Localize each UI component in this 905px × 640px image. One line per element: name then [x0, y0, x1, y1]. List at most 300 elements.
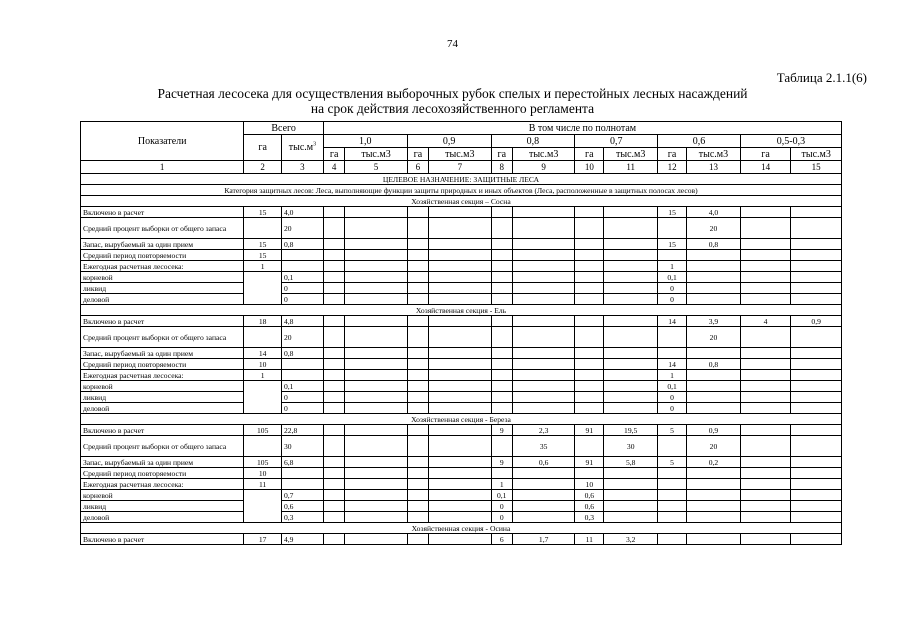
cell: [429, 534, 491, 545]
table-row: [81, 250, 842, 261]
row-label: Запас, вырубаемый за один прием: [81, 457, 244, 468]
cell: [491, 239, 512, 250]
header-total-ga: га: [244, 135, 282, 161]
cell: [491, 261, 512, 272]
cell: [429, 261, 491, 272]
cell: 4,9: [281, 534, 323, 545]
cell: [323, 403, 344, 414]
cell: [323, 250, 344, 261]
cell: [604, 283, 658, 294]
column-number: 1: [81, 161, 244, 174]
cell: 4,8: [281, 316, 323, 327]
cell: [575, 403, 604, 414]
table-row: [81, 272, 842, 283]
cell: [491, 381, 512, 392]
cell: [740, 425, 791, 436]
column-number: 4: [323, 161, 344, 174]
cell: [345, 534, 407, 545]
cell: [791, 403, 842, 414]
cell: [407, 283, 428, 294]
cell: [791, 512, 842, 523]
cell: [575, 468, 604, 479]
row-label: Средний период повторяемости: [81, 468, 244, 479]
cell: [740, 261, 791, 272]
density-0-6: 0,6: [658, 135, 741, 148]
cell: [407, 403, 428, 414]
cell: [604, 501, 658, 512]
cell: 30: [281, 436, 323, 457]
cell: [281, 359, 323, 370]
cell: 0: [658, 392, 687, 403]
cell: [407, 294, 428, 305]
cell: [323, 218, 344, 239]
cell: [791, 425, 842, 436]
cell: [407, 316, 428, 327]
cell: 9: [491, 425, 512, 436]
cell: [345, 359, 407, 370]
cell: 20: [687, 436, 741, 457]
cell: 19,5: [604, 425, 658, 436]
cell: [429, 207, 491, 218]
cell: [345, 370, 407, 381]
column-number: 8: [491, 161, 512, 174]
cell: [244, 327, 282, 348]
subheader-volume: тыс.м3: [604, 148, 658, 161]
cell: 0,8: [687, 359, 741, 370]
table-row: [81, 534, 842, 545]
cell: [407, 534, 428, 545]
cell: [791, 283, 842, 294]
cell: 0: [281, 403, 323, 414]
merged-cell: [244, 381, 282, 414]
cell: [407, 359, 428, 370]
density-0-5-0-3: 0,5-0,3: [740, 135, 841, 148]
cell: [791, 218, 842, 239]
cell: [791, 272, 842, 283]
subheader-volume: тыс.м3: [791, 148, 842, 161]
header-row-1: [81, 122, 842, 135]
cell: [687, 501, 741, 512]
allowable-cut-table: [80, 121, 842, 545]
cell: [512, 403, 574, 414]
cell: [345, 490, 407, 501]
cell: [658, 512, 687, 523]
category-row: [81, 185, 842, 196]
cell: [791, 534, 842, 545]
cell: 0: [281, 294, 323, 305]
column-number: 10: [575, 161, 604, 174]
table-row: [81, 283, 842, 294]
cell: [740, 534, 791, 545]
merged-cell: [244, 490, 282, 523]
cell: [429, 392, 491, 403]
cell: 20: [687, 327, 741, 348]
row-label: деловой: [81, 294, 244, 305]
row-label: Включено в расчет: [81, 316, 244, 327]
table-row: [81, 316, 842, 327]
cell: [687, 294, 741, 305]
cell: [323, 272, 344, 283]
cell: 11: [575, 534, 604, 545]
table-row: [81, 370, 842, 381]
row-label: Средний период повторяемости: [81, 359, 244, 370]
cell: [658, 501, 687, 512]
cell: [244, 218, 282, 239]
cell: [345, 272, 407, 283]
row-label: ликвид: [81, 283, 244, 294]
cell: [740, 457, 791, 468]
cell: [512, 327, 574, 348]
cell: [323, 490, 344, 501]
cell: [791, 457, 842, 468]
cell: [740, 272, 791, 283]
cell: [791, 250, 842, 261]
merged-cell: [244, 272, 282, 305]
cell: [345, 316, 407, 327]
cell: [791, 327, 842, 348]
cell: [429, 239, 491, 250]
cell: [575, 348, 604, 359]
row-label: Средний процент выборки от общего запаса: [81, 436, 244, 457]
table-row: [81, 348, 842, 359]
cell: [323, 348, 344, 359]
cell: [740, 370, 791, 381]
cell: 10: [575, 479, 604, 490]
cell: 0,8: [281, 239, 323, 250]
cell: [512, 218, 574, 239]
cell: [407, 501, 428, 512]
cell: [512, 261, 574, 272]
cell: [658, 250, 687, 261]
cell: 1: [658, 261, 687, 272]
table-row: [81, 392, 842, 403]
cell: [658, 218, 687, 239]
cell: [791, 261, 842, 272]
cell: [575, 381, 604, 392]
cell: 15: [244, 250, 282, 261]
cell: [512, 283, 574, 294]
cell: [512, 381, 574, 392]
cell: [687, 381, 741, 392]
cell: 0: [281, 392, 323, 403]
purpose-row: [81, 174, 842, 185]
cell: [345, 239, 407, 250]
cell: [687, 348, 741, 359]
cell: [604, 392, 658, 403]
cell: [740, 218, 791, 239]
cell: 0,3: [575, 512, 604, 523]
cell: [345, 261, 407, 272]
cell: 14: [244, 348, 282, 359]
cell: [491, 359, 512, 370]
cell: 4: [740, 316, 791, 327]
table-title: [0, 86, 905, 116]
cell: [345, 479, 407, 490]
subheader-volume: тыс.м3: [512, 148, 574, 161]
cell: [491, 370, 512, 381]
cell: [658, 490, 687, 501]
cell: [512, 479, 574, 490]
table-row: [81, 239, 842, 250]
cell: 0: [658, 294, 687, 305]
cell: [658, 348, 687, 359]
cell: 5,8: [604, 457, 658, 468]
cell: [429, 501, 491, 512]
cell: [687, 403, 741, 414]
subheader-ga: га: [323, 148, 344, 161]
cell: [429, 370, 491, 381]
cell: [407, 327, 428, 348]
cell: [407, 457, 428, 468]
cell: 15: [244, 239, 282, 250]
cell: [512, 468, 574, 479]
cell: [429, 457, 491, 468]
cell: [687, 468, 741, 479]
cell: [345, 250, 407, 261]
cell: [491, 327, 512, 348]
cell: [345, 392, 407, 403]
cell: [407, 468, 428, 479]
column-number: 2: [244, 161, 282, 174]
cell: [791, 490, 842, 501]
subheader-volume: тыс.м3: [345, 148, 407, 161]
cell: [575, 370, 604, 381]
cell: [429, 403, 491, 414]
cell: [491, 272, 512, 283]
table-row: [81, 403, 842, 414]
cell: [429, 250, 491, 261]
cell: 0: [658, 403, 687, 414]
subheader-ga: га: [491, 148, 512, 161]
row-label: Включено в расчет: [81, 534, 244, 545]
cell: [740, 327, 791, 348]
cell: [323, 392, 344, 403]
section-header-row: [81, 414, 842, 425]
cell: [281, 479, 323, 490]
section-title: Хозяйственная секция – Сосна: [81, 196, 842, 207]
cell: 15: [658, 207, 687, 218]
cell: [323, 327, 344, 348]
cell: [687, 261, 741, 272]
cell: [345, 218, 407, 239]
cell: 105: [244, 425, 282, 436]
table-row: [81, 512, 842, 523]
header-total-volume: $тыс.м^3$: [281, 135, 323, 161]
row-label: Включено в расчет: [81, 207, 244, 218]
cell: [345, 403, 407, 414]
cell: [687, 283, 741, 294]
cell: [687, 250, 741, 261]
cell: 0: [491, 512, 512, 523]
cell: [345, 501, 407, 512]
cell: [407, 370, 428, 381]
cell: [740, 436, 791, 457]
cell: [604, 261, 658, 272]
cell: [407, 250, 428, 261]
cell: [407, 490, 428, 501]
title-line-2: на срок действия лесохозяйственного регламента: [310, 101, 595, 116]
cell: [604, 403, 658, 414]
column-number: 6: [407, 161, 428, 174]
cell: [791, 436, 842, 457]
column-number: 11: [604, 161, 658, 174]
cell: [687, 392, 741, 403]
density-0-7: 0,7: [575, 135, 658, 148]
cell: 17: [244, 534, 282, 545]
cell: [687, 479, 741, 490]
cell: [512, 207, 574, 218]
cell: [740, 348, 791, 359]
cell: [604, 239, 658, 250]
section-header-row: [81, 305, 842, 316]
cell: [491, 316, 512, 327]
cell: 22,8: [281, 425, 323, 436]
cell: [407, 381, 428, 392]
table-row: [81, 327, 842, 348]
cell: [740, 403, 791, 414]
column-number: 7: [429, 161, 491, 174]
cell: [429, 327, 491, 348]
cell: [575, 392, 604, 403]
cell: [740, 490, 791, 501]
cell: 0,3: [281, 512, 323, 523]
cell: [740, 479, 791, 490]
row-label: корневой: [81, 381, 244, 392]
table-row: [81, 207, 842, 218]
cell: [429, 348, 491, 359]
cell: 14: [658, 359, 687, 370]
cell: [323, 468, 344, 479]
cell: [323, 359, 344, 370]
cell: [512, 239, 574, 250]
cell: [323, 512, 344, 523]
cell: [604, 207, 658, 218]
cell: [791, 468, 842, 479]
cell: [345, 457, 407, 468]
cell: 0,1: [491, 490, 512, 501]
cell: [345, 294, 407, 305]
row-label: ликвид: [81, 501, 244, 512]
cell: [687, 534, 741, 545]
cell: [512, 250, 574, 261]
cell: [491, 392, 512, 403]
cell: [323, 283, 344, 294]
cell: 0,6: [575, 490, 604, 501]
cell: [512, 490, 574, 501]
cell: [491, 218, 512, 239]
cell: 0: [658, 283, 687, 294]
cell: 1: [491, 479, 512, 490]
cell: 20: [281, 327, 323, 348]
cell: [575, 207, 604, 218]
cell: [281, 370, 323, 381]
cell: 5: [658, 425, 687, 436]
section-title: Хозяйственная секция - Ель: [81, 305, 842, 316]
cell: [687, 370, 741, 381]
cell: [491, 294, 512, 305]
cell: [323, 239, 344, 250]
density-1-0: 1,0: [323, 135, 407, 148]
cell: [512, 294, 574, 305]
table-row: [81, 218, 842, 239]
cell: 0,6: [575, 501, 604, 512]
cell: 0,1: [281, 381, 323, 392]
cell: [740, 239, 791, 250]
cell: [512, 512, 574, 523]
cell: 0,6: [512, 457, 574, 468]
cell: [281, 261, 323, 272]
cell: [491, 403, 512, 414]
cell: [740, 381, 791, 392]
cell: [407, 425, 428, 436]
cell: [604, 348, 658, 359]
cell: [323, 534, 344, 545]
cell: [575, 261, 604, 272]
cell: [740, 250, 791, 261]
cell: 6: [491, 534, 512, 545]
cell: [575, 272, 604, 283]
section-title: Хозяйственная секция - Осина: [81, 523, 842, 534]
cell: [345, 425, 407, 436]
cell: 6,8: [281, 457, 323, 468]
cell: [323, 370, 344, 381]
cell: [407, 392, 428, 403]
cell: [429, 294, 491, 305]
cell: [658, 468, 687, 479]
cell: 0: [491, 501, 512, 512]
column-number: 9: [512, 161, 574, 174]
subheader-ga: га: [407, 148, 428, 161]
cell: 14: [658, 316, 687, 327]
cell: 0,9: [687, 425, 741, 436]
cell: [512, 370, 574, 381]
purpose-label: ЦЕЛЕВОЕ НАЗНАЧЕНИЕ: ЗАЩИТНЫЕ ЛЕСА: [81, 174, 842, 185]
row-label: Ежегодная расчетная лесосека:: [81, 370, 244, 381]
cell: [658, 479, 687, 490]
table-row: [81, 501, 842, 512]
cell: [429, 381, 491, 392]
cell: [407, 479, 428, 490]
cell: 3,9: [687, 316, 741, 327]
cell: [407, 261, 428, 272]
cell: [604, 250, 658, 261]
row-label: Ежегодная расчетная лесосека:: [81, 261, 244, 272]
cell: [407, 512, 428, 523]
cell: [604, 512, 658, 523]
cell: [429, 272, 491, 283]
cell: 2,3: [512, 425, 574, 436]
cell: [323, 207, 344, 218]
section-header-row: [81, 523, 842, 534]
cell: [791, 392, 842, 403]
cell: 0,8: [687, 239, 741, 250]
cell: 0,1: [281, 272, 323, 283]
cell: [604, 468, 658, 479]
cell: 91: [575, 457, 604, 468]
cell: [323, 381, 344, 392]
cell: [575, 250, 604, 261]
cell: [512, 316, 574, 327]
cell: 0,6: [281, 501, 323, 512]
cell: [345, 327, 407, 348]
cell: 0,8: [281, 348, 323, 359]
cell: 15: [244, 207, 282, 218]
subheader-volume: тыс.м3: [429, 148, 491, 161]
row-label: корневой: [81, 272, 244, 283]
cell: [491, 348, 512, 359]
cell: [575, 436, 604, 457]
cell: [740, 392, 791, 403]
